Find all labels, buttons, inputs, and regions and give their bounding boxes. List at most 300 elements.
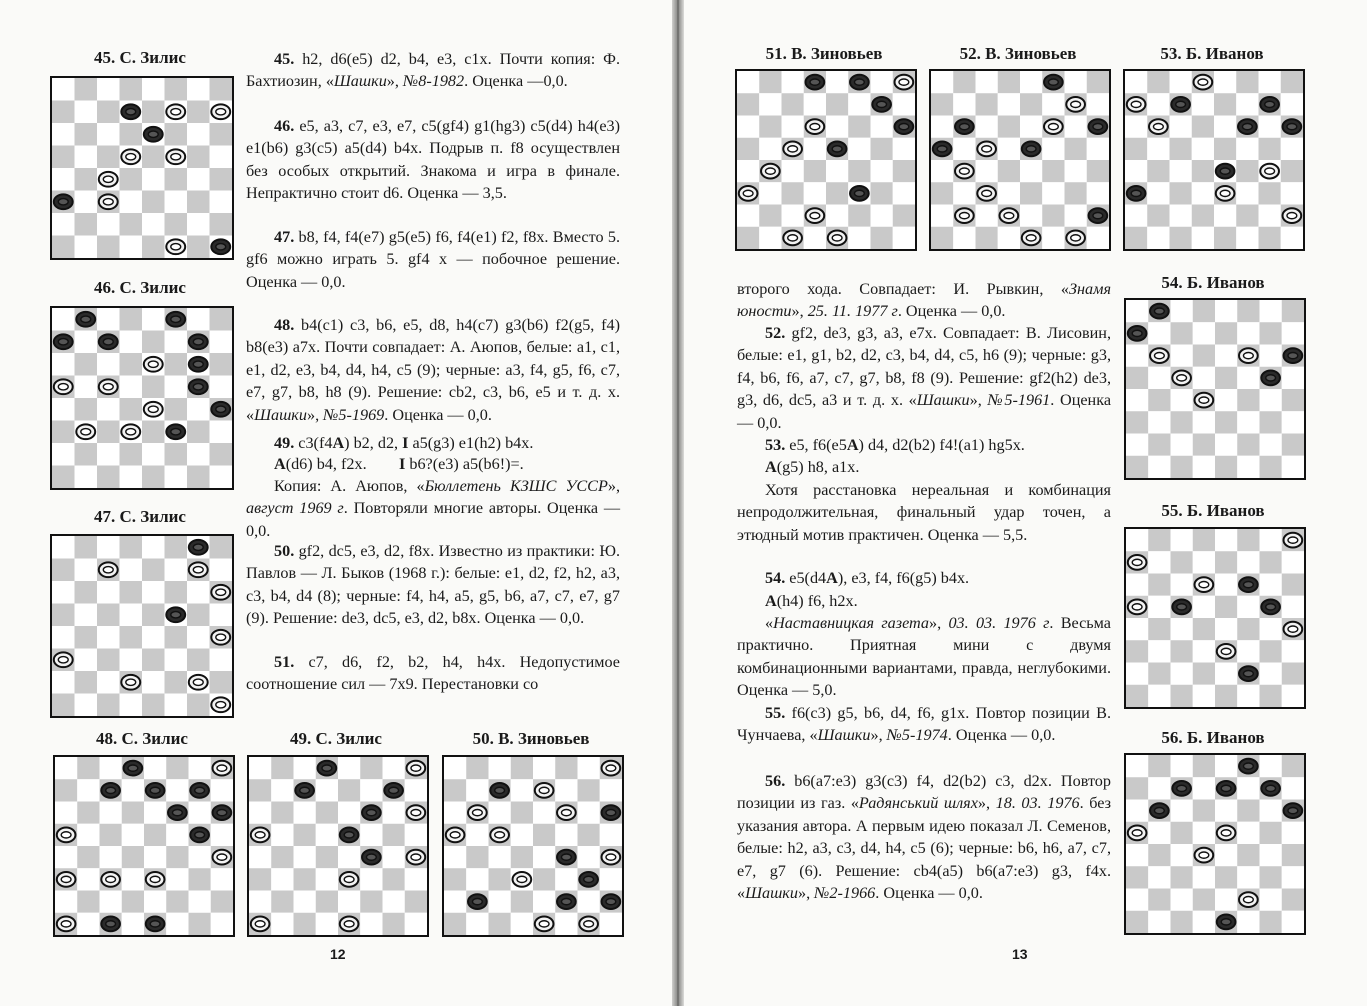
light-square bbox=[142, 443, 165, 466]
light-square bbox=[1282, 777, 1304, 799]
dark-square bbox=[120, 353, 143, 376]
dark-square bbox=[189, 868, 211, 890]
dark-square bbox=[1260, 685, 1282, 707]
light-square bbox=[1215, 800, 1237, 822]
light-square bbox=[1237, 596, 1259, 618]
light-square bbox=[97, 443, 120, 466]
dark-square bbox=[1147, 205, 1169, 227]
dark-square bbox=[165, 443, 188, 466]
dark-square bbox=[271, 757, 293, 779]
dark-square bbox=[1282, 663, 1304, 685]
board-grid bbox=[52, 536, 232, 716]
white-checker-d3 bbox=[513, 872, 532, 887]
light-square bbox=[1237, 822, 1259, 844]
dark-square bbox=[1170, 138, 1192, 160]
diagram-title: 53. Б. Иванов bbox=[1160, 44, 1264, 63]
white-checker-h8 bbox=[1284, 533, 1303, 548]
white-checker-a5 bbox=[1128, 600, 1147, 615]
dark-square bbox=[210, 308, 233, 331]
problem-number: 48. bbox=[274, 316, 295, 334]
light-square bbox=[931, 160, 953, 182]
dark-square bbox=[75, 123, 98, 146]
checkers-diagram-55 bbox=[1124, 527, 1306, 709]
light-square bbox=[1236, 138, 1258, 160]
page-number-right: 13 bbox=[1012, 946, 1028, 962]
light-square bbox=[187, 78, 210, 101]
dark-square bbox=[1193, 529, 1215, 551]
dark-square bbox=[1192, 160, 1214, 182]
dark-square bbox=[1214, 138, 1236, 160]
black-checker-f5 bbox=[166, 607, 185, 622]
black-checker-f4 bbox=[362, 850, 381, 865]
light-square bbox=[166, 913, 188, 935]
light-square bbox=[489, 802, 511, 824]
light-square bbox=[1193, 911, 1215, 933]
light-square bbox=[1171, 889, 1193, 911]
light-square bbox=[294, 757, 316, 779]
light-square bbox=[444, 802, 466, 824]
dark-square bbox=[187, 604, 210, 627]
light-square bbox=[1215, 574, 1237, 596]
solution-paragraph bbox=[246, 314, 620, 426]
white-checker-h8 bbox=[602, 761, 621, 776]
solution-paragraph bbox=[737, 702, 1111, 747]
light-square bbox=[1087, 182, 1109, 204]
dark-square bbox=[976, 227, 998, 249]
source-citation: 03. 03. 1976 г bbox=[948, 614, 1050, 632]
paragraph-text: ) b2, d2, bbox=[344, 434, 403, 452]
dark-square bbox=[97, 649, 120, 672]
dark-square bbox=[1147, 71, 1169, 93]
light-square bbox=[1236, 182, 1258, 204]
light-square bbox=[100, 802, 122, 824]
light-square bbox=[578, 891, 600, 913]
dark-square bbox=[97, 101, 120, 124]
light-square bbox=[1065, 71, 1087, 93]
light-square bbox=[166, 779, 188, 801]
light-square bbox=[77, 824, 99, 846]
light-square bbox=[1171, 434, 1193, 456]
light-square bbox=[142, 213, 165, 236]
dark-square bbox=[1260, 640, 1282, 662]
dark-square bbox=[75, 398, 98, 421]
dark-square bbox=[533, 824, 555, 846]
light-square bbox=[1259, 205, 1281, 227]
light-square bbox=[1260, 755, 1282, 777]
light-square bbox=[1237, 551, 1259, 573]
light-square bbox=[737, 71, 759, 93]
light-square bbox=[1125, 71, 1147, 93]
light-square bbox=[294, 891, 316, 913]
light-square bbox=[1215, 889, 1237, 911]
white-checker-h8 bbox=[895, 75, 914, 90]
light-square bbox=[75, 559, 98, 582]
dark-square bbox=[998, 71, 1020, 93]
paragraph-text: f6(c3) g5, b6, d4, f6, g1x. Повтор позиции В. Чунчаева, « bbox=[737, 704, 1111, 745]
dark-square bbox=[1236, 160, 1258, 182]
light-square bbox=[555, 868, 577, 890]
light-square bbox=[1260, 889, 1282, 911]
dark-square bbox=[187, 421, 210, 444]
light-square bbox=[120, 376, 143, 399]
light-square bbox=[489, 757, 511, 779]
dark-square bbox=[1171, 866, 1193, 888]
light-square bbox=[144, 757, 166, 779]
light-square bbox=[1148, 551, 1170, 573]
light-square bbox=[1237, 640, 1259, 662]
light-square bbox=[1259, 116, 1281, 138]
black-checker-f8 bbox=[1239, 759, 1258, 774]
dark-square bbox=[165, 626, 188, 649]
light-square bbox=[210, 146, 233, 169]
white-checker-c5 bbox=[977, 142, 996, 157]
dark-square bbox=[1281, 71, 1303, 93]
dark-square bbox=[142, 101, 165, 124]
dark-square bbox=[187, 649, 210, 672]
light-square bbox=[1215, 618, 1237, 640]
diagram-title: 46. С. Зилис bbox=[94, 278, 186, 297]
light-square bbox=[466, 913, 488, 935]
light-square bbox=[1020, 205, 1042, 227]
paragraph-text: . Оценка — 0,0. bbox=[897, 302, 1006, 321]
light-square bbox=[1171, 529, 1193, 551]
light-square bbox=[1148, 456, 1170, 478]
dark-square bbox=[189, 913, 211, 935]
light-square bbox=[871, 160, 893, 182]
dark-square bbox=[1171, 911, 1193, 933]
book-gutter bbox=[672, 0, 684, 1006]
dark-square bbox=[338, 779, 360, 801]
paragraph-text: (d6) b4, f2x. bbox=[285, 455, 399, 473]
solution-paragraph bbox=[246, 226, 620, 293]
light-square bbox=[1126, 389, 1148, 411]
paragraph-text: (g5) h8, a1x. bbox=[776, 458, 860, 476]
dark-square bbox=[1126, 367, 1148, 389]
light-square bbox=[511, 824, 533, 846]
light-square bbox=[189, 802, 211, 824]
diagram-title: 54. Б. Иванов bbox=[1161, 273, 1265, 292]
white-checker-d8 bbox=[1194, 75, 1213, 90]
light-square bbox=[737, 205, 759, 227]
black-checker-e6 bbox=[144, 127, 163, 142]
dark-square bbox=[1192, 116, 1214, 138]
dark-square bbox=[211, 891, 233, 913]
black-checker-g7 bbox=[384, 783, 403, 798]
dark-square bbox=[52, 694, 75, 717]
dark-square bbox=[1215, 866, 1237, 888]
light-square bbox=[97, 626, 120, 649]
black-checker-h6 bbox=[895, 119, 914, 134]
dark-square bbox=[466, 757, 488, 779]
dark-square bbox=[759, 116, 781, 138]
dark-square bbox=[120, 626, 143, 649]
light-square bbox=[122, 868, 144, 890]
paragraph-text: c7, d6, f2, b2, h4, h4x. Недопустимое соотношение сил — 7x9. Перестановки со bbox=[246, 653, 620, 694]
dark-square bbox=[52, 101, 75, 124]
white-checker-c3 bbox=[99, 194, 118, 209]
light-square bbox=[97, 123, 120, 146]
dark-square bbox=[142, 604, 165, 627]
light-square bbox=[1147, 227, 1169, 249]
dark-square bbox=[1237, 529, 1259, 551]
light-square bbox=[1147, 138, 1169, 160]
light-square bbox=[383, 757, 405, 779]
dark-square bbox=[1193, 755, 1215, 777]
light-square bbox=[1282, 322, 1304, 344]
light-square bbox=[166, 868, 188, 890]
light-square bbox=[1148, 911, 1170, 933]
light-square bbox=[97, 78, 120, 101]
source-citation: Шашки bbox=[745, 884, 798, 903]
light-square bbox=[1148, 777, 1170, 799]
light-square bbox=[1193, 685, 1215, 707]
dark-square bbox=[1192, 205, 1214, 227]
white-checker-d5 bbox=[121, 149, 140, 164]
light-square bbox=[953, 93, 975, 115]
light-square bbox=[75, 331, 98, 354]
black-checker-h2 bbox=[602, 894, 621, 909]
white-checker-b6 bbox=[1150, 348, 1169, 363]
light-square bbox=[1237, 911, 1259, 933]
checkers-diagram-52 bbox=[929, 69, 1111, 251]
light-square bbox=[120, 649, 143, 672]
black-checker-d7 bbox=[121, 104, 140, 119]
dark-square bbox=[142, 466, 165, 489]
black-checker-f4 bbox=[557, 850, 576, 865]
dark-square bbox=[782, 182, 804, 204]
light-square bbox=[360, 868, 382, 890]
light-square bbox=[165, 559, 188, 582]
checkers-diagram-47 bbox=[50, 534, 234, 718]
light-square bbox=[1281, 138, 1303, 160]
light-square bbox=[1260, 618, 1282, 640]
light-square bbox=[1126, 300, 1148, 322]
dark-square bbox=[871, 182, 893, 204]
dark-square bbox=[120, 168, 143, 191]
checkers-diagram-46 bbox=[50, 306, 234, 490]
dark-square bbox=[294, 824, 316, 846]
dark-square bbox=[75, 353, 98, 376]
light-square bbox=[1193, 777, 1215, 799]
dark-square bbox=[165, 168, 188, 191]
dark-square bbox=[52, 604, 75, 627]
white-checker-e1 bbox=[828, 231, 847, 246]
dark-square bbox=[187, 101, 210, 124]
dark-square bbox=[77, 757, 99, 779]
light-square bbox=[1170, 160, 1192, 182]
problem-number: I bbox=[399, 455, 406, 473]
black-checker-h6 bbox=[602, 805, 621, 820]
light-square bbox=[122, 913, 144, 935]
light-square bbox=[52, 536, 75, 559]
dark-square bbox=[1260, 322, 1282, 344]
dark-square bbox=[953, 71, 975, 93]
light-square bbox=[1282, 596, 1304, 618]
light-square bbox=[1193, 551, 1215, 573]
light-square bbox=[782, 116, 804, 138]
black-checker-h6 bbox=[1283, 119, 1302, 134]
light-square bbox=[338, 757, 360, 779]
paragraph-text: », bbox=[969, 391, 988, 410]
light-square bbox=[1282, 456, 1304, 478]
dark-square bbox=[294, 868, 316, 890]
paragraph-text: ), e3, f4, f6(g5) b4x. bbox=[837, 569, 970, 587]
dark-square bbox=[120, 443, 143, 466]
light-square bbox=[1214, 116, 1236, 138]
black-checker-a3 bbox=[1127, 186, 1146, 201]
dark-square bbox=[316, 846, 338, 868]
diagram-title: 45. С. Зилис bbox=[94, 48, 186, 67]
light-square bbox=[1065, 116, 1087, 138]
dark-square bbox=[97, 421, 120, 444]
light-square bbox=[75, 649, 98, 672]
light-square bbox=[77, 913, 99, 935]
black-checker-d8 bbox=[318, 761, 337, 776]
black-checker-f6 bbox=[168, 805, 187, 820]
light-square bbox=[120, 694, 143, 717]
dark-square bbox=[511, 846, 533, 868]
light-square bbox=[211, 868, 233, 890]
light-square bbox=[1281, 182, 1303, 204]
light-square bbox=[1215, 345, 1237, 367]
light-square bbox=[1237, 367, 1259, 389]
problem-number: 46. bbox=[274, 117, 295, 135]
light-square bbox=[533, 757, 555, 779]
white-checker-b4 bbox=[955, 164, 974, 179]
light-square bbox=[804, 138, 826, 160]
dark-square bbox=[165, 78, 188, 101]
paragraph-text: b6(a7:e3) g3(c3) f4, d2(b2) c3, d2x. Повтор позиции из газ. « bbox=[737, 772, 1111, 813]
light-square bbox=[1126, 755, 1148, 777]
light-square bbox=[1148, 685, 1170, 707]
light-square bbox=[1260, 800, 1282, 822]
dark-square bbox=[1171, 685, 1193, 707]
dark-square bbox=[1237, 389, 1259, 411]
light-square bbox=[1065, 205, 1087, 227]
light-square bbox=[316, 868, 338, 890]
black-checker-e1 bbox=[146, 917, 165, 932]
dark-square bbox=[97, 604, 120, 627]
light-square bbox=[210, 466, 233, 489]
white-checker-e5 bbox=[1217, 826, 1236, 841]
checkers-diagram-45 bbox=[50, 76, 234, 260]
light-square bbox=[187, 168, 210, 191]
light-square bbox=[848, 93, 870, 115]
light-square bbox=[826, 71, 848, 93]
light-square bbox=[360, 779, 382, 801]
dark-square bbox=[931, 182, 953, 204]
dark-square bbox=[97, 694, 120, 717]
light-square bbox=[1125, 160, 1147, 182]
light-square bbox=[75, 101, 98, 124]
paragraph-text: », bbox=[791, 302, 808, 321]
dark-square bbox=[1282, 574, 1304, 596]
light-square bbox=[97, 536, 120, 559]
black-checker-h6 bbox=[1284, 803, 1303, 818]
black-checker-c1 bbox=[101, 917, 120, 932]
dark-square bbox=[976, 93, 998, 115]
white-checker-f6 bbox=[1239, 348, 1258, 363]
dark-square bbox=[511, 891, 533, 913]
dark-square bbox=[52, 466, 75, 489]
light-square bbox=[804, 227, 826, 249]
black-checker-f2 bbox=[557, 894, 576, 909]
light-square bbox=[187, 123, 210, 146]
dark-square bbox=[555, 757, 577, 779]
black-checker-a7 bbox=[1128, 326, 1147, 341]
dark-square bbox=[1171, 551, 1193, 573]
white-checker-b6 bbox=[1149, 119, 1168, 134]
white-checker-a3 bbox=[54, 652, 73, 667]
dark-square bbox=[360, 757, 382, 779]
dark-square bbox=[1215, 685, 1237, 707]
light-square bbox=[142, 78, 165, 101]
dark-square bbox=[1260, 411, 1282, 433]
light-square bbox=[1170, 205, 1192, 227]
light-square bbox=[1125, 116, 1147, 138]
source-citation: август 1969 г bbox=[246, 499, 344, 518]
light-square bbox=[578, 757, 600, 779]
black-checker-f3 bbox=[166, 424, 185, 439]
dark-square bbox=[489, 913, 511, 935]
light-square bbox=[782, 71, 804, 93]
light-square bbox=[1215, 755, 1237, 777]
dark-square bbox=[142, 376, 165, 399]
black-checker-g5 bbox=[1261, 600, 1280, 615]
black-checker-b8 bbox=[76, 312, 95, 327]
light-square bbox=[187, 581, 210, 604]
white-checker-h4 bbox=[602, 850, 621, 865]
light-square bbox=[998, 93, 1020, 115]
light-square bbox=[1020, 116, 1042, 138]
checkers-diagram-49 bbox=[247, 755, 429, 937]
problem-number: 54. bbox=[765, 569, 786, 587]
light-square bbox=[100, 846, 122, 868]
light-square bbox=[77, 868, 99, 890]
light-square bbox=[97, 671, 120, 694]
dark-square bbox=[931, 227, 953, 249]
solution-paragraph bbox=[246, 651, 620, 696]
black-checker-c7 bbox=[1172, 781, 1191, 796]
white-checker-f7 bbox=[166, 104, 185, 119]
source-citation: Шашки bbox=[254, 405, 307, 424]
dark-square bbox=[1215, 596, 1237, 618]
dark-square bbox=[316, 802, 338, 824]
white-checker-e1 bbox=[535, 917, 554, 932]
light-square bbox=[142, 168, 165, 191]
dark-square bbox=[75, 626, 98, 649]
paragraph-text: e5(d4 bbox=[785, 569, 827, 587]
light-square bbox=[189, 757, 211, 779]
diagram-title: 51. В. Зиновьев bbox=[765, 44, 883, 63]
checkers-diagram-48 bbox=[53, 755, 235, 937]
dark-square bbox=[142, 649, 165, 672]
dark-square bbox=[210, 123, 233, 146]
light-square bbox=[75, 604, 98, 627]
light-square bbox=[210, 604, 233, 627]
light-square bbox=[122, 824, 144, 846]
light-square bbox=[1171, 618, 1193, 640]
light-square bbox=[97, 353, 120, 376]
light-square bbox=[1260, 434, 1282, 456]
dark-square bbox=[1125, 138, 1147, 160]
light-square bbox=[142, 536, 165, 559]
light-square bbox=[1171, 844, 1193, 866]
problem-number: A bbox=[765, 592, 777, 610]
problem-number: 51. bbox=[274, 653, 295, 671]
board-grid bbox=[1126, 529, 1304, 707]
black-checker-g7 bbox=[189, 334, 208, 349]
